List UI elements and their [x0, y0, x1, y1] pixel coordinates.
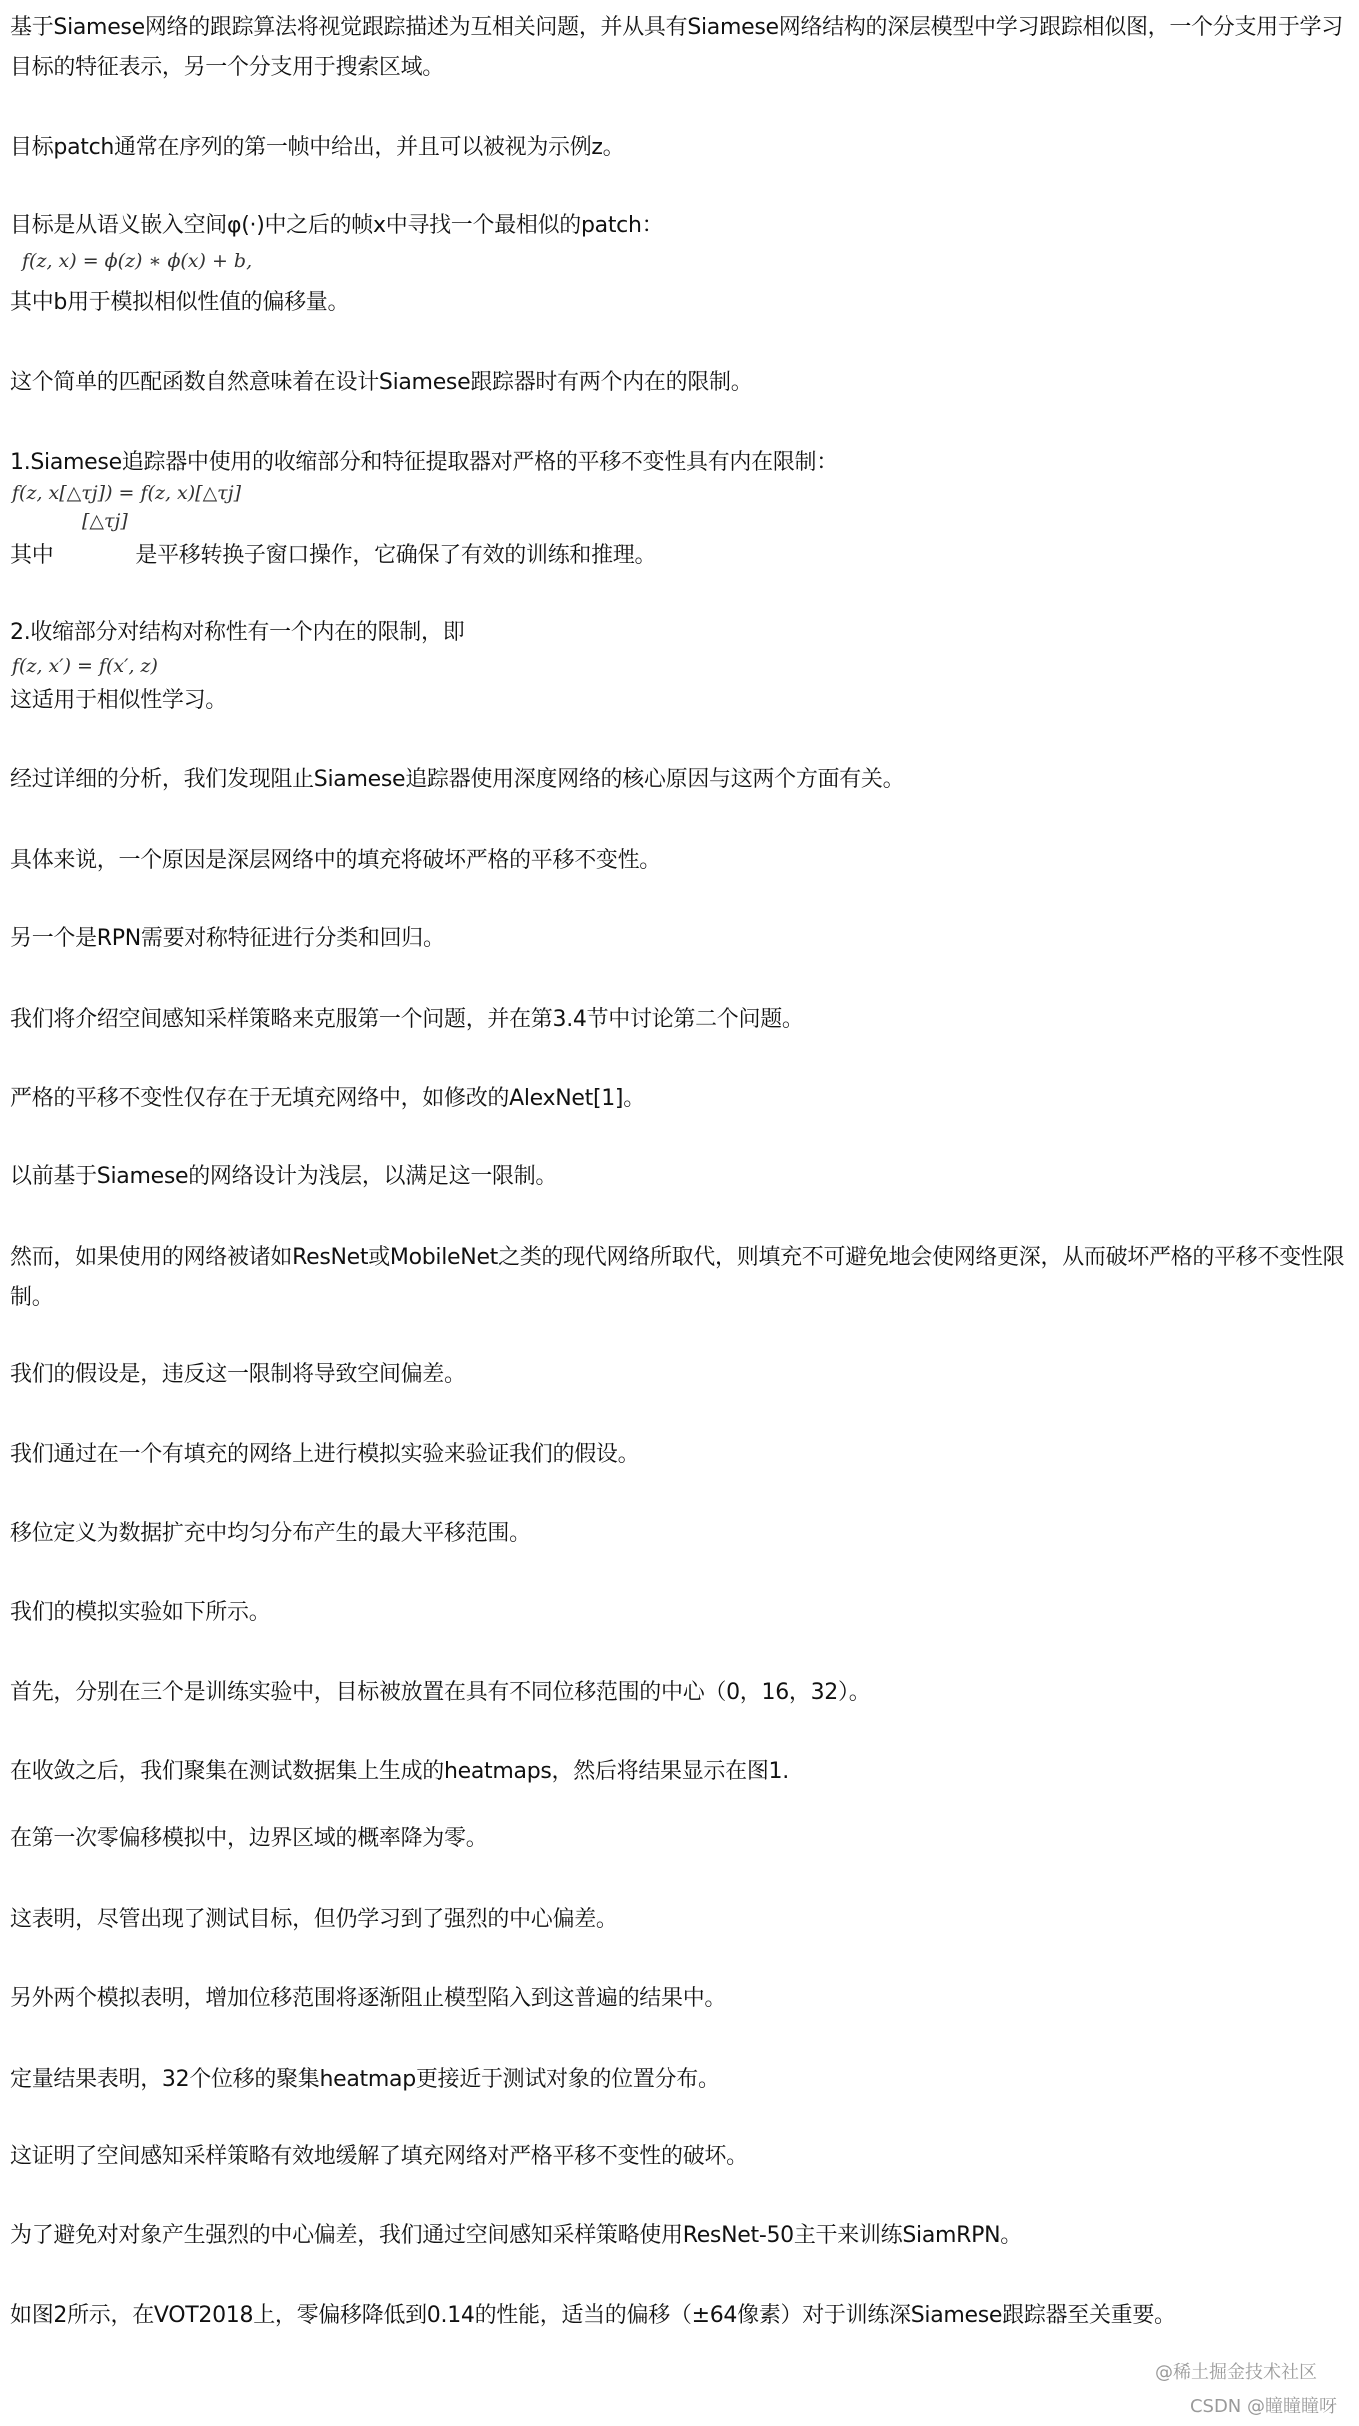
- watermark-juejin: @稀土掘金技术社区: [1155, 2362, 1317, 2383]
- paragraph: 目标是从语义嵌入空间φ(·)中之后的帧x中寻找一个最相似的patch：: [10, 213, 664, 238]
- paragraph: 我们通过在一个有填充的网络上进行模拟实验来验证我们的假设。: [10, 1442, 640, 1467]
- paragraph: 其中b用于模拟相似性值的偏移量。: [10, 290, 350, 315]
- paragraph: 在第一次零偏移模拟中，边界区域的概率降为零。: [10, 1826, 488, 1851]
- paragraph: 基于Siamese网络的跟踪算法将视觉跟踪描述为互相关问题，并从具有Siamese网络结构的深层模型中学习跟踪相似图，一个分支用于学习目标的特征表示，另一个分支用于搜索区域。: [10, 15, 1343, 80]
- text: 其中: [10, 543, 54, 568]
- paragraph: 2.收缩部分对结构对称性有一个内在的限制，即: [10, 620, 465, 645]
- paragraph: 另外两个模拟表明，增加位移范围将逐渐阻止模型陷入到这普遍的结果中。: [10, 1986, 727, 2011]
- paragraph: 另一个是RPN需要对称特征进行分类和回归。: [10, 926, 445, 951]
- paragraph: 以前基于Siamese的网络设计为浅层，以满足这一限制。: [10, 1164, 558, 1189]
- paragraph: 这个简单的匹配函数自然意味着在设计Siamese跟踪器时有两个内在的限制。: [10, 370, 753, 395]
- text: 是平移转换子窗口操作，它确保了有效的训练和推理。: [135, 543, 657, 568]
- paragraph: 严格的平移不变性仅存在于无填充网络中，如修改的AlexNet[1]。: [10, 1086, 645, 1111]
- paragraph: 定量结果表明，32个位移的聚集heatmap更接近于测试对象的位置分布。: [10, 2067, 720, 2092]
- paragraph: 这表明，尽管出现了测试目标，但仍学习到了强烈的中心偏差。: [10, 1907, 618, 1932]
- paragraph: 经过详细的分析，我们发现阻止Siamese追踪器使用深度网络的核心原因与这两个方面有关。: [10, 767, 905, 792]
- paragraph: [10, 536, 1355, 576]
- paragraph: 我们的假设是，违反这一限制将导致空间偏差。: [10, 1362, 466, 1387]
- paragraph: 如图2所示，在VOT2018上，零偏移降低到0.14的性能，适当的偏移（±64像素）对于训练深Siamese跟踪器至关重要。: [10, 2303, 1176, 2328]
- formula: f(z, x) = ϕ(z) ∗ ϕ(x) + b,: [22, 250, 253, 272]
- paragraph: 为了避免对对象产生强烈的中心偏差，我们通过空间感知采样策略使用ResNet-50主干来训练SiamRPN。: [10, 2223, 1022, 2248]
- paragraph: 目标patch通常在序列的第一帧中给出，并且可以被视为示例z。: [10, 135, 625, 160]
- paragraph: 首先，分别在三个是训练实验中，目标被放置在具有不同位移范围的中心（0，16，32）。: [10, 1680, 871, 1705]
- paragraph: 具体来说，一个原因是深层网络中的填充将破坏严格的平移不变性。: [10, 848, 662, 873]
- paragraph: 在收敛之后，我们聚集在测试数据集上生成的heatmaps，然后将结果显示在图1.: [10, 1759, 789, 1784]
- formula: f(z, x[△τj]) = f(z, x)[△τj]: [12, 482, 242, 504]
- paragraph: 这证明了空间感知采样策略有效地缓解了填充网络对严格平移不变性的破坏。: [10, 2144, 748, 2169]
- paragraph: 我们将介绍空间感知采样策略来克服第一个问题，并在第3.4节中讨论第二个问题。: [10, 1007, 804, 1032]
- watermark-csdn: CSDN @瞳瞳瞳呀: [1189, 2396, 1337, 2417]
- formula: [△τj]: [82, 510, 128, 532]
- paragraph: 移位定义为数据扩充中均匀分布产生的最大平移范围。: [10, 1521, 531, 1546]
- paragraph: 1.Siamese追踪器中使用的收缩部分和特征提取器对严格的平移不变性具有内在限制：: [10, 450, 838, 475]
- paragraph: 这适用于相似性学习。: [10, 688, 228, 713]
- paragraph: 我们的模拟实验如下所示。: [10, 1600, 271, 1625]
- formula: f(z, x′) = f(x′, z): [12, 655, 158, 677]
- paragraph: 然而，如果使用的网络被诸如ResNet或MobileNet之类的现代网络所取代，则填充不可避免地会使网络更深，从而破坏严格的平移不变性限制。: [10, 1245, 1345, 1310]
